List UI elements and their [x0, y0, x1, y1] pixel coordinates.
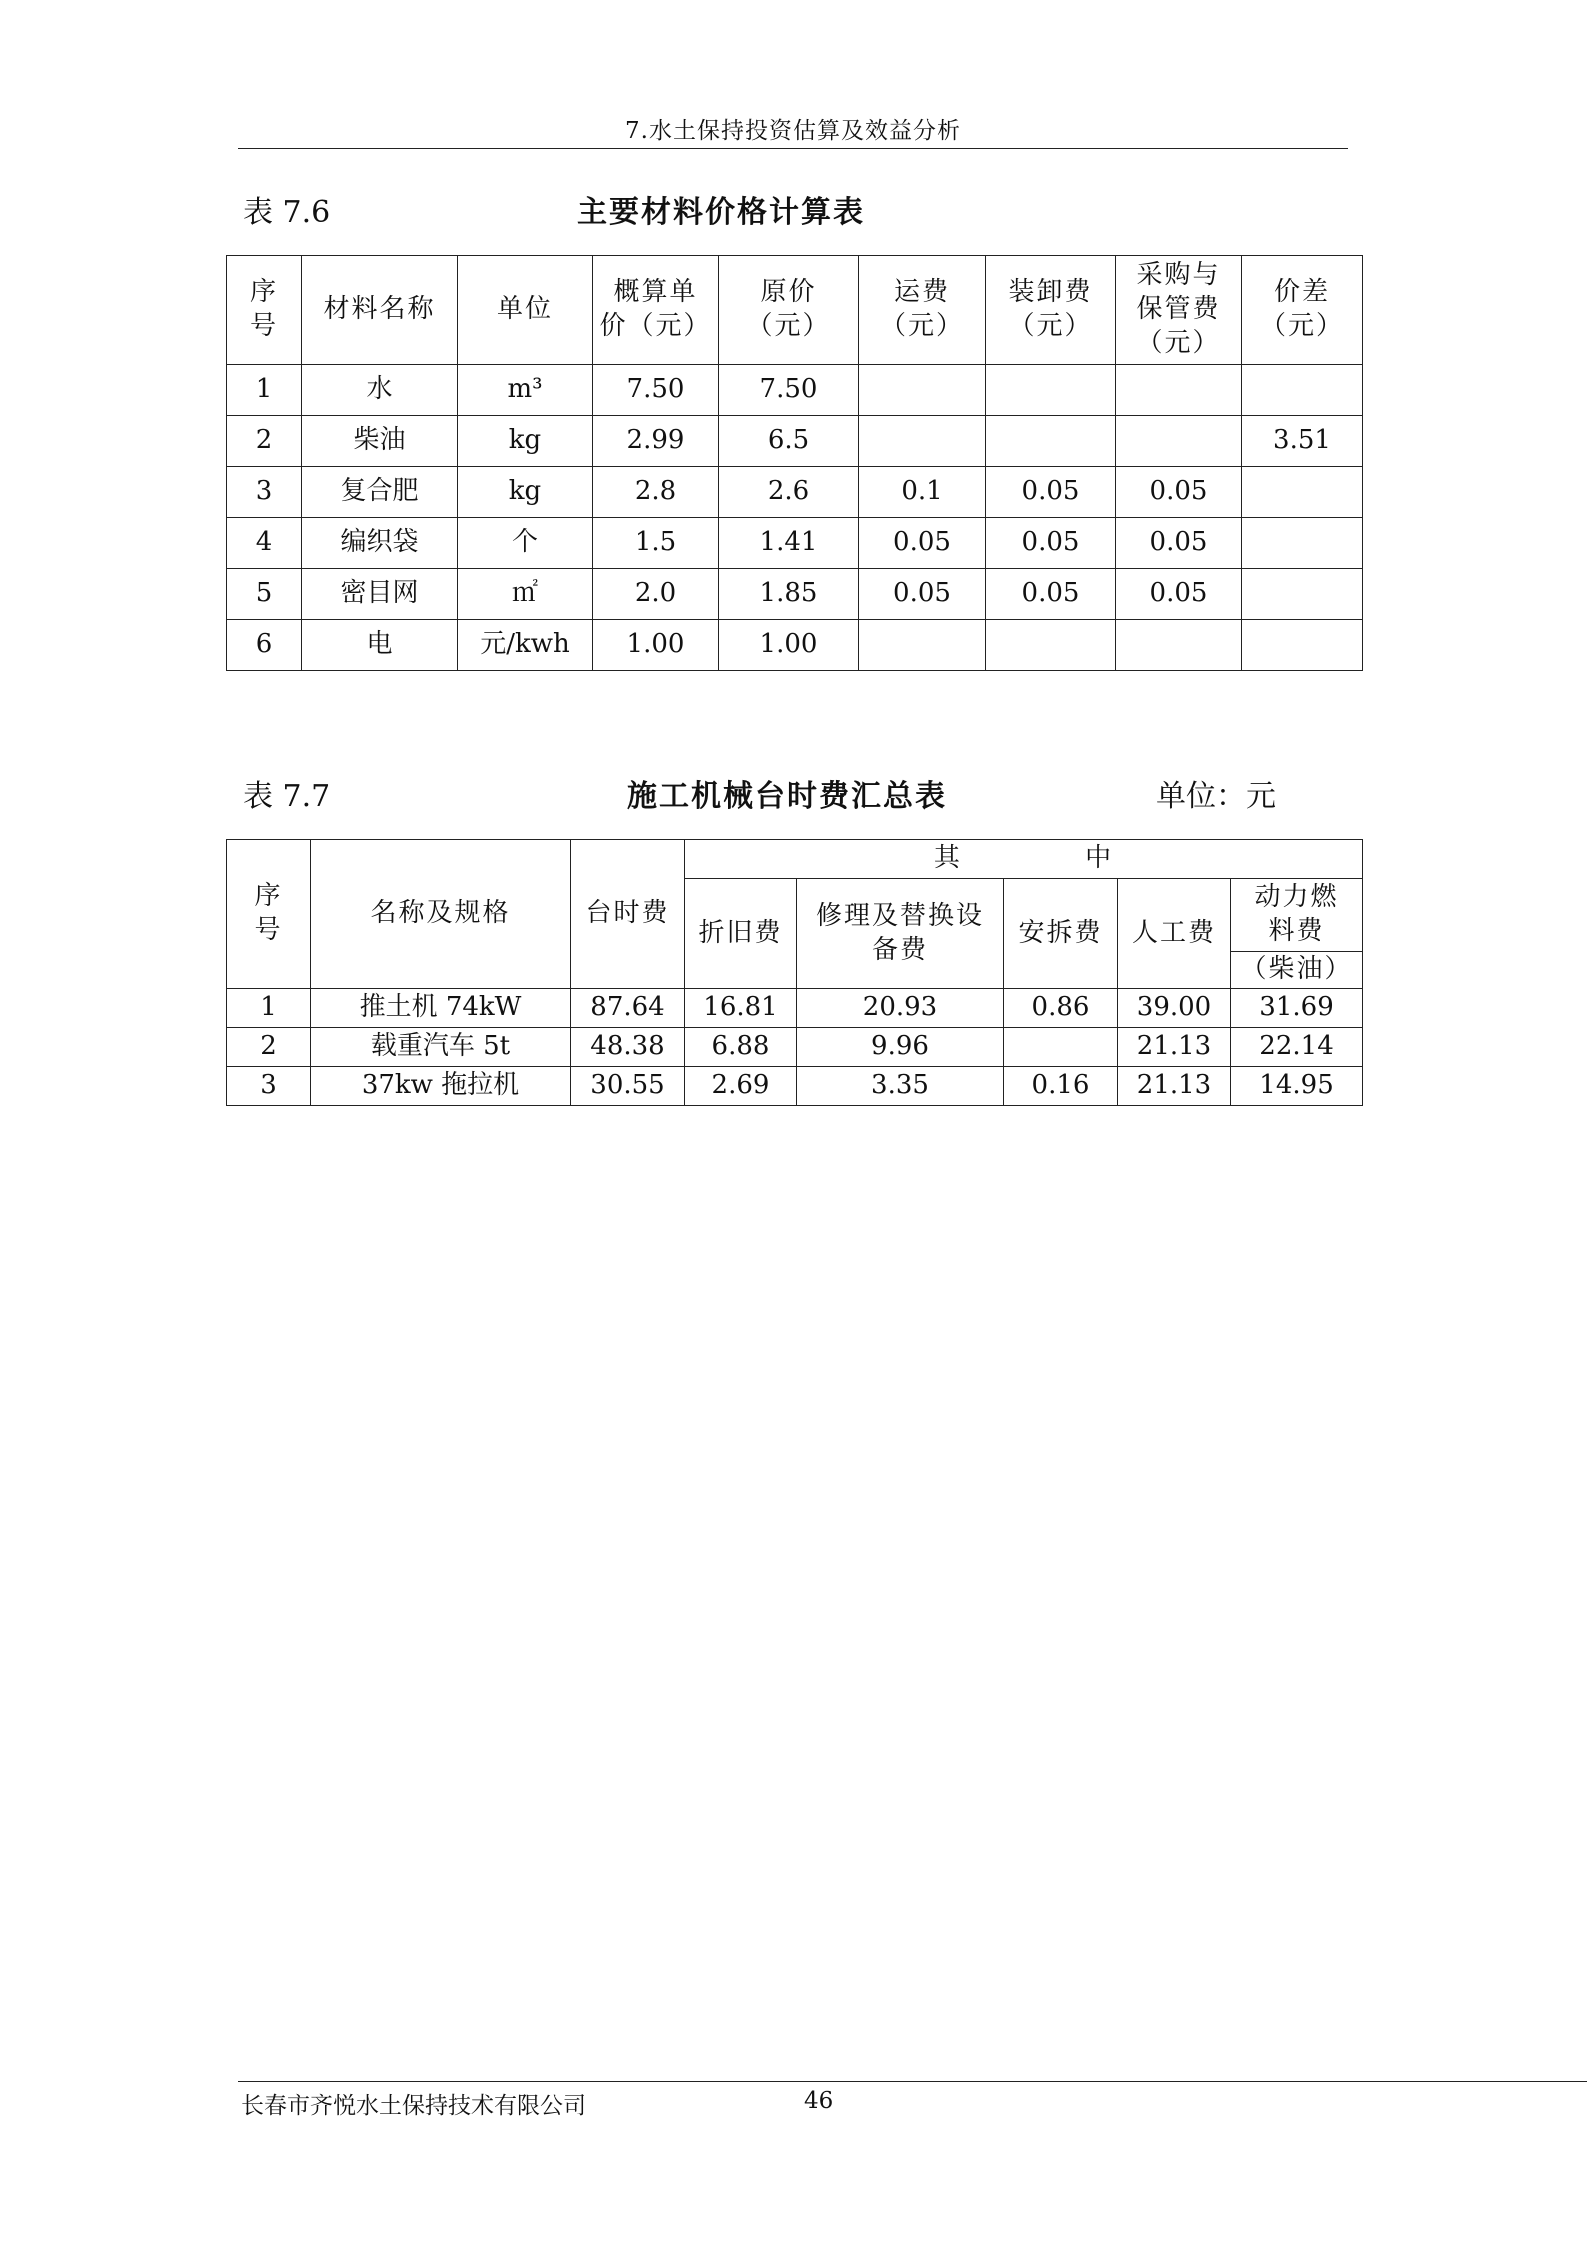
cell: 6.5: [719, 416, 859, 467]
cell: [986, 620, 1116, 671]
header-cell: 折旧费: [685, 879, 797, 989]
material-price-table: [226, 255, 1363, 671]
cell: 0.05: [1116, 518, 1242, 569]
header-cell: 动力燃 料费: [1231, 879, 1363, 952]
cell: 3.51: [1242, 416, 1363, 467]
cell: 7.50: [593, 365, 719, 416]
cell: [1116, 620, 1242, 671]
cell: 2.0: [593, 569, 719, 620]
header-cell: 单位: [458, 256, 593, 365]
cell: 电: [302, 620, 458, 671]
cell: m³: [458, 365, 593, 416]
cell: kg: [458, 416, 593, 467]
header-cell: 序 号: [227, 256, 302, 365]
cell: 37kw 拖拉机: [311, 1067, 571, 1106]
table-row: [227, 365, 1363, 416]
cell: 6.88: [685, 1028, 797, 1067]
cell: 1.85: [719, 569, 859, 620]
cell: 9.96: [797, 1028, 1004, 1067]
cell: 3.35: [797, 1067, 1004, 1106]
cell: 87.64: [571, 989, 685, 1028]
table-7-6-title: 主要材料价格计算表: [577, 195, 865, 230]
cell: 2.6: [719, 467, 859, 518]
group-header-cell: 其 中: [685, 840, 1363, 879]
cell: [1116, 365, 1242, 416]
cell: 39.00: [1118, 989, 1231, 1028]
table-7-6-number: 表 7.6: [243, 195, 331, 230]
cell: [859, 416, 986, 467]
cell: 5: [227, 569, 302, 620]
cell: 复合肥: [302, 467, 458, 518]
cell: kg: [458, 467, 593, 518]
cell: 0.05: [986, 518, 1116, 569]
cell: 2.8: [593, 467, 719, 518]
cell: [1116, 416, 1242, 467]
cell: [986, 365, 1116, 416]
machinery-hourly-cost-table: [226, 839, 1363, 1106]
cell: 1.00: [593, 620, 719, 671]
table-7-7-title: 施工机械台时费汇总表: [627, 779, 947, 814]
cell: 0.86: [1004, 989, 1118, 1028]
header-cell: 材料名称: [302, 256, 458, 365]
header-cell: 运费 （元）: [859, 256, 986, 365]
cell: 4: [227, 518, 302, 569]
footer-company-name: 长春市齐悦水土保持技术有限公司: [241, 2093, 586, 2119]
cell: [1242, 467, 1363, 518]
header-cell: 概算单 价（元）: [593, 256, 719, 365]
cell: 3: [227, 1067, 311, 1106]
header-cell: 原价 （元）: [719, 256, 859, 365]
cell: [1242, 569, 1363, 620]
cell: 0.05: [859, 518, 986, 569]
header-cell: 名称及规格: [311, 840, 571, 989]
cell: 个: [458, 518, 593, 569]
table-row: [227, 569, 1363, 620]
cell: [1242, 620, 1363, 671]
cell: 1.5: [593, 518, 719, 569]
table-row: [227, 416, 1363, 467]
table-row: [227, 989, 1363, 1028]
cell: 1.41: [719, 518, 859, 569]
cell: 0.05: [1116, 569, 1242, 620]
cell: [1242, 518, 1363, 569]
page-number: 46: [804, 2088, 834, 2114]
cell: 编织袋: [302, 518, 458, 569]
header-cell: 序 号: [227, 840, 311, 989]
header-rule: [238, 148, 1348, 149]
table-7-7-unit: 单位：元: [1156, 779, 1276, 814]
running-header-title: 7.水土保持投资估算及效益分析: [625, 118, 961, 144]
footer-rule: [238, 2081, 1587, 2082]
cell: 0.05: [986, 467, 1116, 518]
header-cell: 台时费: [571, 840, 685, 989]
cell: 0.05: [1116, 467, 1242, 518]
cell: 22.14: [1231, 1028, 1363, 1067]
cell: 1.00: [719, 620, 859, 671]
cell: 14.95: [1231, 1067, 1363, 1106]
cell: 元/kwh: [458, 620, 593, 671]
cell: 柴油: [302, 416, 458, 467]
cell: 16.81: [685, 989, 797, 1028]
cell: 3: [227, 467, 302, 518]
cell: 0.05: [986, 569, 1116, 620]
cell: 48.38: [571, 1028, 685, 1067]
cell: [986, 416, 1116, 467]
cell: 密目网: [302, 569, 458, 620]
table-row: [227, 1028, 1363, 1067]
cell: [1242, 365, 1363, 416]
cell: ㎡: [458, 569, 593, 620]
header-cell: 安拆费: [1004, 879, 1118, 989]
cell: 1: [227, 989, 311, 1028]
header-cell: 采购与 保管费 （元）: [1116, 256, 1242, 365]
header-cell: 修理及替换设 备费: [797, 879, 1004, 989]
table-row: [227, 518, 1363, 569]
cell: 21.13: [1118, 1028, 1231, 1067]
header-cell: 价差 （元）: [1242, 256, 1363, 365]
cell: 30.55: [571, 1067, 685, 1106]
cell: 20.93: [797, 989, 1004, 1028]
cell: 2: [227, 1028, 311, 1067]
cell: 6: [227, 620, 302, 671]
cell: 7.50: [719, 365, 859, 416]
header-cell: （柴油）: [1231, 952, 1363, 989]
cell: 0.16: [1004, 1067, 1118, 1106]
cell: 21.13: [1118, 1067, 1231, 1106]
cell: 载重汽车 5t: [311, 1028, 571, 1067]
cell: [859, 365, 986, 416]
table-row: [227, 467, 1363, 518]
header-cell: 人工费: [1118, 879, 1231, 989]
cell: 2.69: [685, 1067, 797, 1106]
cell: 1: [227, 365, 302, 416]
cell: 水: [302, 365, 458, 416]
cell: 0.1: [859, 467, 986, 518]
cell: 31.69: [1231, 989, 1363, 1028]
cell: 0.05: [859, 569, 986, 620]
header-cell: 装卸费 （元）: [986, 256, 1116, 365]
cell: 2.99: [593, 416, 719, 467]
cell: [1004, 1028, 1118, 1067]
cell: [859, 620, 986, 671]
table-row: [227, 620, 1363, 671]
table-row: [227, 1067, 1363, 1106]
cell: 2: [227, 416, 302, 467]
cell: 推土机 74kW: [311, 989, 571, 1028]
table-7-7-number: 表 7.7: [243, 779, 331, 814]
